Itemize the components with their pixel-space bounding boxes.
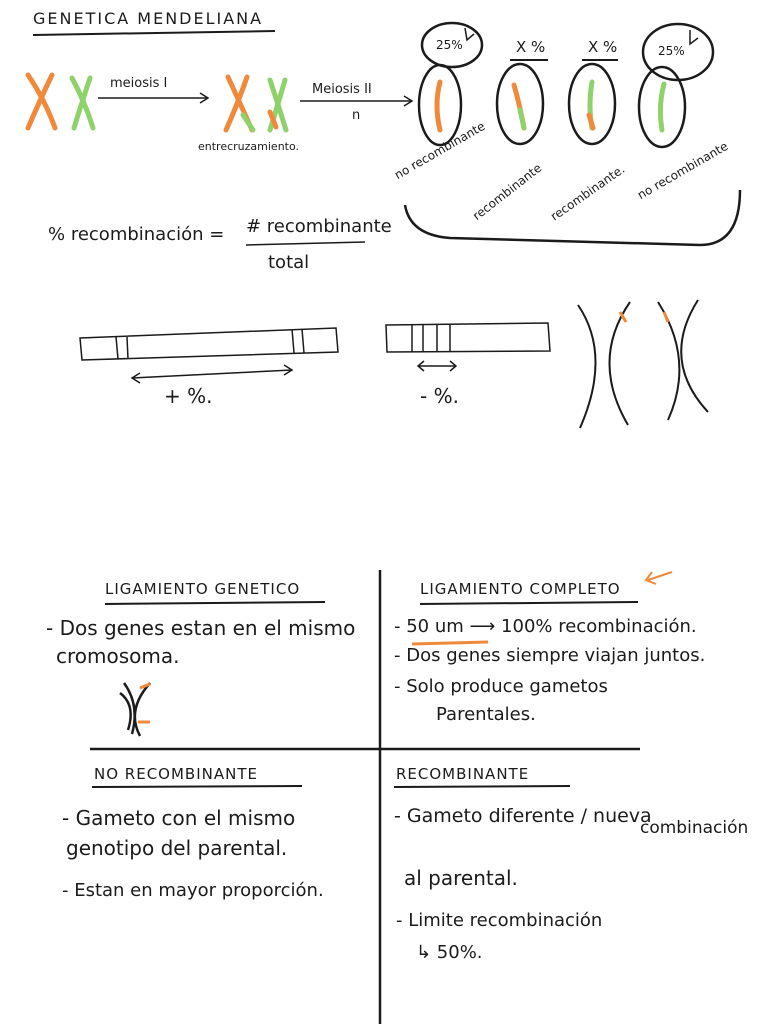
pct-gamete-3: X % (588, 38, 618, 56)
pct-gamete-1: 25% (436, 38, 463, 52)
q3-line-3: - Estan en mayor proporción. (62, 880, 324, 901)
q4-line-1: - Gameto diferente / nueva (394, 805, 652, 827)
label-n: n (352, 108, 361, 123)
q4-line-4: - Limite recombinación (396, 910, 603, 931)
q2-line-4: Parentales. (436, 704, 536, 725)
chromosome-pair-2 (226, 77, 286, 130)
label-gamete-2: recombinante (470, 160, 545, 224)
q3-line-2: genotipo del parental. (66, 836, 288, 860)
q1-line-2: cromosoma. (56, 644, 180, 668)
q4-line-3: al parental. (404, 866, 518, 890)
label-gamete-4: no recombinante (635, 138, 731, 203)
chromosome-sketch (120, 683, 150, 736)
label-meiosis-1: meiosis I (110, 76, 168, 91)
q3-line-1: - Gameto con el mismo (62, 806, 296, 830)
label-gamete-3: recombinante. (548, 162, 628, 224)
crossing-chromatids (578, 300, 708, 428)
label-plus-pct: + %. (164, 384, 213, 408)
q4-line-2: combinación (640, 818, 749, 838)
q2-title: LIGAMIENTO COMPLETO (420, 580, 621, 598)
ruler-long (80, 328, 338, 383)
label-meiosis-2: Meiosis II (312, 82, 372, 97)
q2-line-2: - Dos genes siempre viajan juntos. (394, 645, 706, 666)
chromosome-pair-1 (28, 75, 93, 128)
formula-denominator: total (268, 252, 310, 273)
q4-line-5: ↳ 50%. (416, 942, 483, 963)
pct-gamete-4: 25% (658, 44, 685, 58)
q2-line-1: - 50 um ⟶ 100% recombinación. (394, 616, 697, 637)
ruler-short (386, 323, 550, 371)
q4-title: RECOMBINANTE (396, 765, 530, 783)
pct-gamete-2: X % (516, 38, 546, 56)
formula-left: % recombinación = (48, 224, 225, 245)
label-minus-pct: - %. (420, 384, 459, 408)
page-title: GENETICA MENDELIANA (33, 9, 264, 28)
q1-line-1: - Dos genes estan en el mismo (46, 616, 356, 640)
title-underline (33, 31, 275, 35)
q1-title: LIGAMIENTO GENETICO (105, 580, 301, 598)
formula-numerator: # recombinante (246, 216, 392, 237)
label-crossover: entrecruzamiento. (198, 140, 300, 153)
q3-title: NO RECOMBINANTE (94, 765, 258, 783)
label-gamete-1: no recombinante (392, 118, 488, 183)
q2-line-3: - Solo produce gametos (394, 676, 608, 697)
